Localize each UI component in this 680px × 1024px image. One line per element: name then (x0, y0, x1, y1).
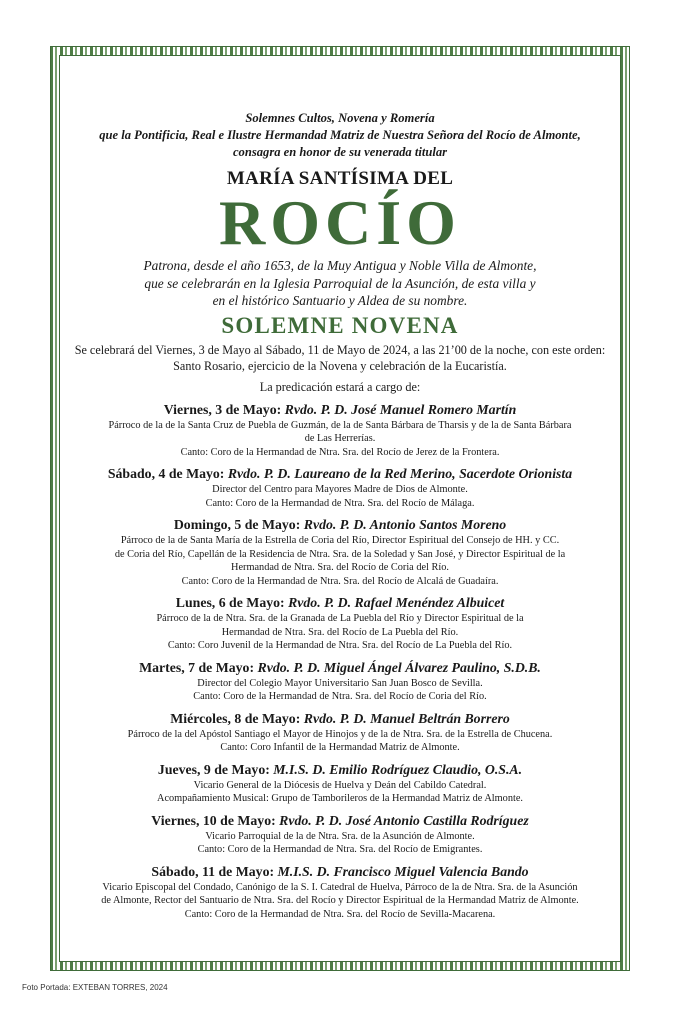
day-date: Viernes, 10 de Mayo: (151, 812, 276, 828)
day-entry (62, 710, 618, 755)
patrona-line: que se celebrarán en la Iglesia Parroquial de la Asunción, de esta villa y (144, 275, 536, 291)
patrona-line: Patrona, desde el año 1653, de la Muy Antigua y Noble Villa de Almonte, (143, 258, 537, 273)
day-description-line: de Las Herrerías. (304, 433, 376, 444)
day-description-line: Canto: Coro Infantil de la Hermandad Matriz de Almonte. (220, 742, 460, 753)
day-description-line: Hermandad de Ntra. Sra. del Rocío de Coria del Río. (231, 562, 449, 573)
day-description-line: Canto: Coro de la Hermandad de Ntra. Sra. del Rocío de Coria del Río. (193, 691, 487, 702)
day-preacher: Rvdo. P. D. Antonio Santos Moreno (303, 517, 507, 532)
day-date: Domingo, 5 de Mayo: (173, 517, 301, 532)
day-description-line: Canto: Coro de la Hermandad de Ntra. Sra. del Rocío de Alcalá de Guadaíra. (181, 575, 499, 587)
day-date: Miércoles, 8 de Mayo: (170, 710, 301, 726)
day-heading (62, 863, 618, 881)
days-list (62, 401, 618, 922)
day-entry (62, 594, 618, 653)
novena-announce (62, 342, 618, 374)
day-description-line: Canto: Coro de la Hermandad de Ntra. Sra. del Rocío de Sevilla-Macarena. (184, 908, 496, 920)
announce-line: Se celebrará del Viernes, 3 de Mayo al Sábado, 11 de Mayo de 2024, a las 21’00 de la noche, con este orden: (74, 342, 606, 357)
day-description-line: Director del Colegio Mayor Universitario San Juan Bosco de Sevilla. (197, 677, 483, 689)
day-preacher: Rvdo. P. D. José Manuel Romero Martín (284, 401, 517, 417)
day-date: Viernes, 3 de Mayo: (163, 401, 282, 417)
day-description-line: Acompañamiento Musical: Grupo de Tamborileros de la Hermandad Matriz de Almonte. (157, 793, 523, 804)
intro-line: Solemnes Cultos, Novena y Romería (245, 111, 435, 125)
day-preacher: Rvdo. P. D. Miguel Ángel Álvarez Paulino, S.D.B. (257, 659, 541, 675)
photo-credit: Foto Portada: EXTEBAN TORRES, 2024 (22, 983, 168, 992)
day-description-line: Vicario General de la Diócesis de Huelva y Deán del Cabildo Catedral. (193, 779, 487, 791)
day-entry (62, 659, 618, 704)
title-subheading: MARÍA SANTÍSIMA DEL (226, 168, 454, 189)
patrona-line: en el histórico Santuario y Aldea de su nombre. (212, 293, 468, 308)
intro-line: consagra en honor de su venerada titular (232, 145, 448, 159)
intro-line: que la Pontificia, Real e Ilustre Hermandad Matriz de Nuestra Señora del Rocío de Almonte, (99, 128, 581, 142)
day-description-line: Canto: Coro de la Hermandad de Ntra. Sra. del Rocío de Málaga. (205, 497, 475, 509)
day-date: Sábado, 11 de Mayo: (151, 863, 275, 879)
day-heading (62, 710, 618, 728)
day-date: Jueves, 9 de Mayo: (157, 761, 270, 777)
announce-line: Santo Rosario, ejercicio de la Novena y celebración de la Eucaristía. (173, 358, 507, 373)
day-preacher: Rvdo. P. D. Laureano de la Red Merino, Sacerdote Orionista (227, 466, 573, 481)
day-date: Sábado, 4 de Mayo: (107, 466, 225, 481)
day-preacher: Rvdo. P. D. José Antonio Castilla Rodríguez (279, 812, 529, 828)
day-description-line: de Almonte, Rector del Santuario de Ntra. Sra. del Rocío y Director Espiritual de la Hermandad Matriz de Almonte. (101, 895, 579, 906)
day-preacher: Rvdo. P. D. Manuel Beltrán Borrero (303, 710, 510, 726)
day-entry (62, 812, 618, 857)
day-entry (62, 863, 618, 922)
day-heading (62, 465, 618, 483)
document-body (62, 110, 618, 921)
day-description-line: Director del Centro para Mayores Madre de Dios de Almonte. (212, 484, 468, 495)
predication-note: La predicación estará a cargo de: (259, 379, 421, 394)
day-description-line: Vicario Episcopal del Condado, Canónigo de la S. I. Catedral de Huelva, Párroco de la de Ntra. Sra. de la Asunción (102, 881, 578, 893)
day-entry (62, 401, 618, 460)
day-preacher: M.I.S. D. Emilio Rodríguez Claudio, O.S.A. (273, 761, 523, 777)
day-description-line: Hermandad de Ntra. Sra. del Rocío de La Puebla del Río. (221, 626, 459, 638)
day-description-line: Vicario Parroquial de la de Ntra. Sra. de la Asunción de Almonte. (205, 830, 475, 842)
day-date: Martes, 7 de Mayo: (139, 659, 255, 675)
page-title: ROCÍO (219, 187, 461, 258)
day-description-line: Canto: Coro Juvenil de la Hermandad de Ntra. Sra. del Rocío de La Puebla del Río. (167, 640, 513, 651)
day-heading (62, 516, 618, 534)
patrona-block (62, 257, 618, 310)
day-heading (62, 594, 618, 612)
day-description-line: Canto: Coro de la Hermandad de Ntra. Sra. del Rocío de Jerez de la Frontera. (180, 446, 500, 458)
day-entry (62, 761, 618, 806)
day-description-line: Párroco de la de Santa María de la Estrella de Coria del Río, Director Espiritual del Consejo de HH. y CC. (120, 535, 560, 546)
day-description-line: Párroco de la del Apóstol Santiago el Mayor de Hinojos y de la de Ntra. Sra. de la Estrella de Chucena. (127, 728, 553, 740)
day-entry (62, 516, 618, 588)
novena-heading: SOLEMNE NOVENA (221, 312, 459, 338)
day-description-line: de Coria del Río, Capellán de la Residencia de Ntra. Sra. de la Soledad y San José, y Director Espiritual de la (114, 548, 566, 560)
day-preacher: M.I.S. D. Francisco Miguel Valencia Bando (277, 863, 529, 879)
day-entry (62, 465, 618, 510)
day-heading (62, 659, 618, 677)
day-preacher: Rvdo. P. D. Rafael Menéndez Albuicet (288, 595, 505, 610)
day-description-line: Párroco de la de la Santa Cruz de Puebla de Guzmán, de la de Santa Bárbara de Tharsis y de la de Santa Bárbara (108, 419, 572, 431)
day-heading (62, 401, 618, 419)
day-heading (62, 761, 618, 779)
intro-block (62, 110, 618, 161)
day-description-line: Párroco de la de Ntra. Sra. de la Granada de La Puebla del Río y Director Espiritual de la (156, 613, 524, 624)
day-date: Lunes, 6 de Mayo: (175, 595, 285, 610)
day-description-line: Canto: Coro de la Hermandad de Ntra. Sra. del Rocío de Emigrantes. (197, 844, 483, 855)
day-heading (62, 812, 618, 830)
